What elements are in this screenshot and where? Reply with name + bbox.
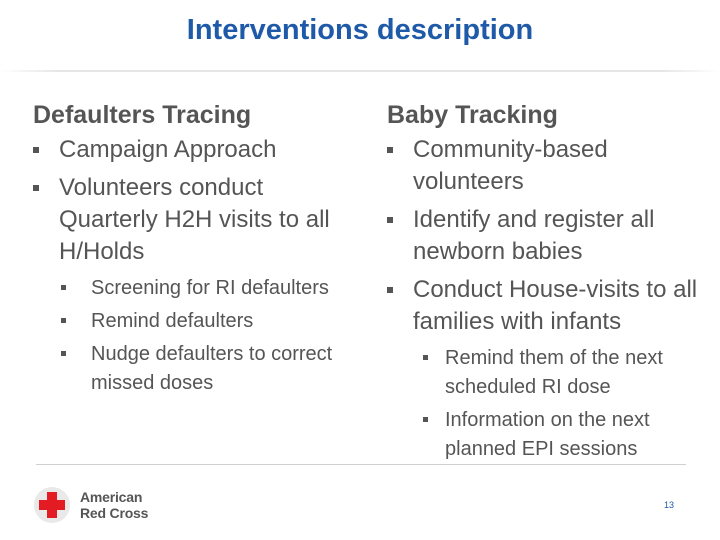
left-bullet-list	[33, 134, 343, 268]
square-bullet-icon	[423, 355, 428, 360]
sub-list-item-text: Nudge defaulters to correct missed doses	[91, 343, 333, 394]
sub-list-item	[387, 344, 712, 402]
square-bullet-icon	[387, 147, 393, 153]
left-heading: Defaulters Tracing	[33, 101, 252, 129]
list-item-text: Volunteers conduct Quarterly H2H visits to all H/Holds	[59, 174, 330, 265]
page-number: 13	[664, 500, 675, 510]
square-bullet-icon	[33, 185, 39, 191]
square-bullet-icon	[423, 417, 428, 422]
square-bullet-icon	[61, 285, 66, 290]
sub-list-item	[33, 340, 343, 398]
logo-line-2: Red Cross	[80, 505, 149, 521]
list-item-text: Conduct House-visits to all families with infants	[413, 276, 698, 335]
list-item	[33, 134, 343, 166]
list-item-text: Community-based volunteers	[413, 136, 608, 195]
square-bullet-icon	[61, 351, 66, 356]
red-cross-icon	[34, 487, 70, 523]
square-bullet-icon	[387, 287, 393, 293]
right-bullet-list	[387, 134, 712, 338]
sub-list-item-text: Screening for RI defaulters	[91, 277, 329, 299]
list-item	[387, 274, 712, 338]
right-column	[387, 98, 712, 468]
square-bullet-icon	[33, 147, 39, 153]
list-item	[33, 172, 343, 268]
logo-line-1: American	[80, 489, 143, 505]
sub-list-item	[387, 406, 712, 464]
list-item-text: Campaign Approach	[59, 136, 277, 163]
right-sub-bullet-list	[387, 344, 712, 464]
list-item-text: Identify and register all newborn babies	[413, 206, 655, 265]
square-bullet-icon	[387, 217, 393, 223]
sub-list-item	[33, 274, 343, 303]
sub-list-item	[33, 307, 343, 336]
logo-wordmark	[80, 489, 170, 521]
sub-list-item-text: Remind defaulters	[91, 310, 254, 332]
right-heading: Baby Tracking	[387, 101, 558, 129]
sub-list-item-text: Remind them of the next scheduled RI dose	[445, 347, 663, 398]
slide-title: Interventions description	[186, 14, 534, 46]
sub-list-item-text: Information on the next planned EPI sessions	[445, 409, 650, 460]
list-item	[387, 134, 712, 198]
square-bullet-icon	[61, 318, 66, 323]
left-sub-bullet-list	[33, 274, 343, 398]
left-column	[33, 98, 343, 402]
footer-divider	[36, 464, 686, 465]
list-item	[387, 204, 712, 268]
title-divider	[0, 70, 720, 72]
